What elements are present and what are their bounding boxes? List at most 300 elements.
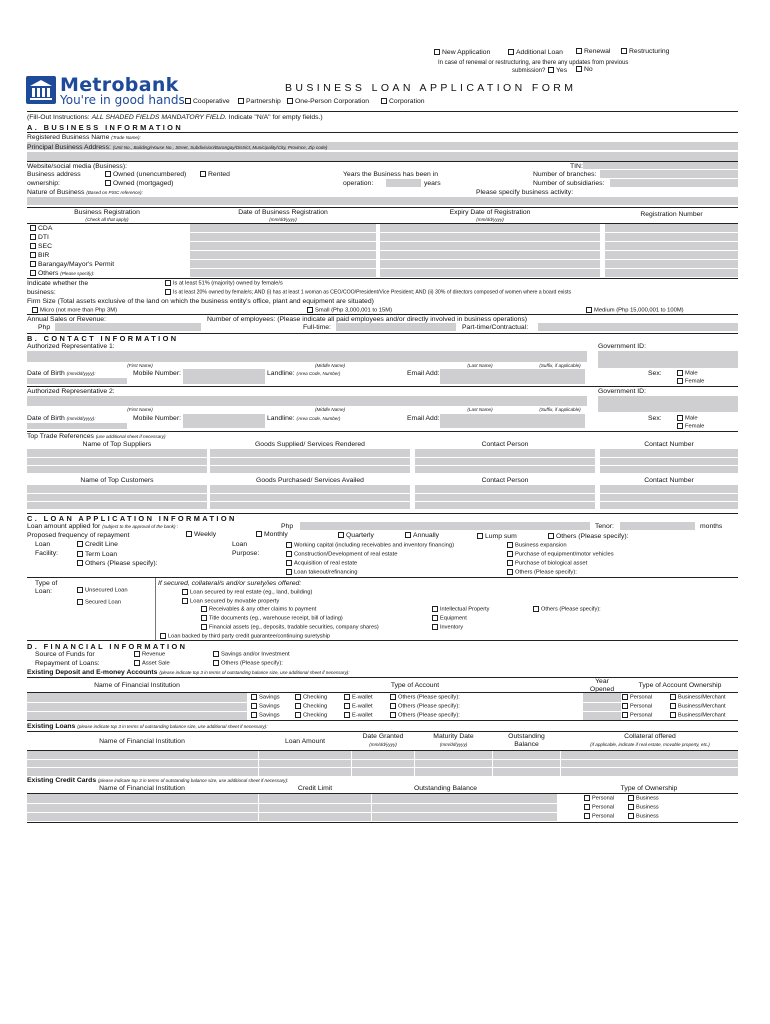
purpose-equipment[interactable]: Purchase of equipment/motor vehicles bbox=[507, 551, 614, 558]
goods-rendered-header: Goods Supplied/ Services Rendered bbox=[255, 441, 365, 448]
checkbox[interactable] bbox=[584, 804, 590, 810]
branches-label: Number of branches: bbox=[533, 171, 597, 178]
tenor-unit: months bbox=[700, 523, 723, 530]
customer-contact-number-header: Contact Number bbox=[644, 477, 694, 484]
section-b-title: B. CONTACT INFORMATION bbox=[27, 334, 179, 343]
acct1-checking[interactable]: Checking bbox=[295, 694, 327, 701]
rep2-dob-field[interactable] bbox=[27, 423, 127, 429]
suffix-caption-2: (Suffix, if applicable) bbox=[539, 407, 581, 412]
source-savings[interactable]: Savings and/or Investment bbox=[213, 651, 290, 658]
owned-mortgaged-option[interactable]: Owned (mortgaged) bbox=[105, 180, 173, 188]
rep1-dob-label: Date of Birth (mm/dd/yyyy): bbox=[27, 370, 96, 377]
acct3-checking[interactable]: Checking bbox=[295, 712, 327, 719]
repayment-frequency-label: Proposed frequency of repayment bbox=[27, 532, 130, 539]
customers-name-fields[interactable] bbox=[27, 485, 207, 509]
checkbox[interactable] bbox=[584, 813, 590, 819]
registered-name-label: Registered Business Name (Trade Name): bbox=[27, 134, 141, 141]
coll-intellectual[interactable]: Intellectual Property bbox=[432, 606, 489, 613]
card-ownership-header: Type of Ownership bbox=[620, 785, 678, 792]
purpose-expansion[interactable]: Business expansion bbox=[507, 542, 567, 549]
fill-out-instructions: (Fill-Out Instructions: ALL SHADED FIELDS MANDATORY FIELD. Indicate "N/A" for empty fields.) bbox=[27, 114, 323, 121]
rep2-male[interactable]: Male bbox=[677, 415, 698, 422]
acct3-ewallet[interactable]: E-wallet bbox=[344, 712, 373, 719]
collateral-offered-header: Collateral offered bbox=[624, 733, 676, 740]
checkbox[interactable] bbox=[32, 307, 38, 313]
checkbox[interactable] bbox=[286, 560, 292, 566]
purpose-others[interactable]: Others (Please specify): bbox=[507, 569, 577, 576]
acct1-ewallet[interactable]: E-wallet bbox=[344, 694, 373, 701]
purpose-refinancing[interactable]: Loan takeout/refinancing bbox=[286, 569, 358, 576]
checkbox[interactable] bbox=[586, 307, 592, 313]
checkbox[interactable] bbox=[507, 569, 513, 575]
branches-field[interactable] bbox=[600, 170, 738, 178]
checkbox[interactable] bbox=[251, 712, 257, 718]
checkbox[interactable] bbox=[628, 813, 634, 819]
rep2-email-field[interactable] bbox=[440, 414, 585, 428]
rep1-gov-id-field[interactable] bbox=[598, 351, 738, 368]
customers-number-fields[interactable] bbox=[600, 485, 738, 509]
checkbox[interactable] bbox=[165, 280, 171, 286]
own3-personal[interactable]: Personal bbox=[622, 712, 652, 719]
last-name-caption-2: (Last Name) bbox=[467, 407, 493, 412]
section-c-title: C. LOAN APPLICATION INFORMATION bbox=[27, 514, 237, 523]
card-balance-header: Outstanding Balance bbox=[413, 785, 478, 792]
expiry-date-format: (mm/dd/yyyy) bbox=[476, 217, 504, 222]
year-opened-fields[interactable] bbox=[583, 693, 621, 720]
registration-date-header: Date of Business Registration bbox=[238, 209, 328, 216]
rep2-mobile-field[interactable] bbox=[183, 414, 265, 428]
acct2-savings[interactable]: Savings bbox=[251, 703, 280, 710]
loan-unsecured[interactable]: Unsecured Loan bbox=[77, 587, 128, 594]
years-in-business-label: Years the Business has been in bbox=[343, 171, 438, 178]
rep2-sex-label: Sex: bbox=[648, 415, 662, 422]
business-activity-label: Please specify business activity: bbox=[476, 189, 574, 196]
tenor-label: Tenor: bbox=[595, 523, 614, 530]
checkbox[interactable] bbox=[134, 660, 140, 666]
loan-amount-field[interactable] bbox=[300, 522, 590, 530]
checkbox[interactable] bbox=[622, 712, 628, 718]
nature-label: Nature of Business (Based on PSIC reference): bbox=[27, 189, 143, 196]
middle-name-caption-2: (Middle Name) bbox=[314, 407, 346, 412]
acct2-checking[interactable]: Checking bbox=[295, 703, 327, 710]
checkbox[interactable] bbox=[30, 225, 36, 231]
collateral-offered-hint: (if applicable, indicate if real estate, movable property, etc.) bbox=[590, 742, 710, 747]
rep2-gov-id-field[interactable] bbox=[598, 396, 738, 412]
checkbox[interactable] bbox=[622, 703, 628, 709]
years-unit: years bbox=[424, 180, 441, 187]
firm-micro[interactable]: Micro (not more than Php 3M) bbox=[32, 307, 117, 314]
suppliers-goods-fields[interactable] bbox=[210, 449, 410, 473]
checkbox[interactable] bbox=[677, 415, 683, 421]
checkbox[interactable] bbox=[213, 651, 219, 657]
owned-unencumbered-option[interactable]: Owned (unencumbered) bbox=[105, 171, 186, 179]
deposit-institution-header: Name of Financial Institution bbox=[94, 682, 180, 689]
principal-address-field[interactable] bbox=[27, 152, 738, 161]
checkbox[interactable] bbox=[286, 569, 292, 575]
loan-amount-header: Loan Amount bbox=[284, 738, 326, 745]
checkbox[interactable] bbox=[677, 370, 683, 376]
rep1-dob-field[interactable] bbox=[27, 378, 127, 384]
credit-limit-header: Credit Limit bbox=[297, 785, 333, 792]
deposit-institution-fields[interactable] bbox=[27, 693, 247, 720]
firm-medium[interactable]: Medium (Php 15,000,001 to 100M) bbox=[586, 307, 684, 314]
reg-others[interactable]: Others (Please specify): bbox=[30, 270, 94, 278]
year-opened-header: Year bbox=[595, 678, 609, 685]
loan-amount-currency: Php bbox=[281, 523, 294, 530]
purpose-acquisition[interactable]: Acquisition of real estate bbox=[286, 560, 357, 567]
business-address-label: Business address bbox=[27, 171, 81, 178]
renewal-note: In case of renewal or restructuring, are there any updates from previous bbox=[438, 60, 629, 66]
freq-others[interactable]: Others (Please specify): bbox=[548, 533, 629, 541]
rep2-female[interactable]: Female bbox=[677, 423, 704, 430]
logo-tagline: You're in good hands bbox=[60, 93, 185, 107]
checkbox[interactable] bbox=[507, 551, 513, 557]
purpose-biological[interactable]: Purchase of biological asset bbox=[507, 560, 587, 567]
checkbox[interactable] bbox=[344, 703, 350, 709]
freq-weekly[interactable]: Weekly bbox=[186, 531, 216, 539]
freq-lump-sum[interactable]: Lump sum bbox=[477, 533, 517, 541]
maturity-date-header: Maturity Date bbox=[433, 733, 474, 740]
suppliers-contact-fields[interactable] bbox=[415, 449, 595, 473]
freq-annually[interactable]: Annually bbox=[405, 532, 439, 540]
loan-type-label-2: Loan: bbox=[35, 588, 53, 595]
checkbox[interactable] bbox=[77, 599, 83, 605]
new-application-option[interactable]: New Application bbox=[434, 49, 490, 57]
coll-equipment[interactable]: Equipment bbox=[432, 615, 467, 622]
checkbox[interactable] bbox=[165, 289, 171, 295]
source-funds-label-2: Repayment of Loans: bbox=[35, 660, 100, 667]
women-owned-opt2[interactable]: Is at least 20% owned by female/s; AND (i) has at least 1 woman as CEO/COO/President/Vice President; AND (ii) 30% of directors composed of women where a board exists bbox=[165, 289, 571, 296]
expiry-date-header: Expiry Date of Registration bbox=[449, 209, 531, 216]
registration-date-format: (mm/dd/yyyy) bbox=[269, 217, 297, 222]
source-revenue[interactable]: Revenue bbox=[134, 651, 165, 658]
rep1-name-field[interactable] bbox=[27, 351, 587, 362]
checkbox[interactable] bbox=[576, 66, 582, 72]
rep2-dob-label: Date of Birth (mm/dd/yyyy): bbox=[27, 415, 96, 422]
checkbox[interactable] bbox=[30, 270, 36, 276]
auth-rep2-label: Authorized Representative 2: bbox=[27, 388, 115, 395]
tenor-field[interactable] bbox=[620, 522, 695, 530]
checkbox[interactable] bbox=[251, 703, 257, 709]
card2-personal[interactable]: Personal bbox=[584, 804, 614, 811]
checkbox[interactable] bbox=[628, 804, 634, 810]
facility-others[interactable]: Others (Please specify): bbox=[77, 560, 158, 568]
rented-option[interactable]: Rented bbox=[200, 171, 230, 179]
auth-rep1-label: Authorized Representative 1: bbox=[27, 343, 115, 350]
checkbox[interactable] bbox=[295, 712, 301, 718]
checkbox[interactable] bbox=[621, 48, 627, 54]
checkbox[interactable] bbox=[432, 615, 438, 621]
date-granted-header: Date Granted bbox=[362, 733, 404, 740]
last-name-caption: (Last Name) bbox=[467, 363, 493, 368]
annual-sales-field[interactable] bbox=[55, 323, 201, 331]
submission-question: submission? bbox=[512, 68, 546, 74]
rep1-landline-label: Landline: (Area Code, Number) bbox=[267, 370, 341, 377]
rep1-email-field[interactable] bbox=[440, 369, 585, 384]
coll-receivables[interactable]: Receivables & any other claims to payment bbox=[201, 606, 316, 613]
checkbox[interactable] bbox=[584, 795, 590, 801]
checkbox[interactable] bbox=[434, 49, 440, 55]
checkbox[interactable] bbox=[286, 551, 292, 557]
checkbox[interactable] bbox=[390, 712, 396, 718]
employees-label: Number of employees: (Please indicate all paid employees and/or directly involved in business operations) bbox=[207, 316, 528, 323]
rep2-landline-label: Landline: (Area Code, Number) bbox=[267, 415, 341, 422]
firm-small[interactable]: Small (Php 3,000,001 to 15M) bbox=[307, 307, 392, 314]
checkbox[interactable] bbox=[576, 48, 582, 54]
supplier-contact-number-header: Contact Number bbox=[644, 441, 694, 448]
checkbox[interactable] bbox=[213, 660, 219, 666]
account-ownership-header: Type of Account Ownership bbox=[638, 682, 722, 689]
checkbox[interactable] bbox=[105, 171, 111, 177]
loan-purpose-label: Loan bbox=[232, 541, 248, 548]
checkbox[interactable] bbox=[256, 531, 262, 537]
credit-card-fields[interactable] bbox=[27, 794, 557, 821]
checkbox[interactable] bbox=[670, 703, 676, 709]
gov-id-label-2: Government ID: bbox=[598, 388, 646, 395]
top-suppliers-header: Name of Top Suppliers bbox=[82, 441, 152, 448]
rep1-mobile-field[interactable] bbox=[183, 369, 265, 384]
checkbox[interactable] bbox=[405, 532, 411, 538]
checkbox[interactable] bbox=[30, 252, 36, 258]
supplier-contact-person-header: Contact Person bbox=[481, 441, 529, 448]
women-owned-opt1[interactable]: Is at least 51% (majority) owned by female/s bbox=[165, 280, 283, 287]
suppliers-number-fields[interactable] bbox=[600, 449, 738, 473]
loan-facility-label-2: Facility: bbox=[35, 550, 59, 557]
rep1-female[interactable]: Female bbox=[677, 378, 704, 385]
women-owned-question: Indicate whether the bbox=[27, 280, 89, 287]
checkbox[interactable] bbox=[338, 532, 344, 538]
freq-quarterly[interactable]: Quarterly bbox=[338, 532, 374, 540]
own3-business[interactable]: Business/Merchant bbox=[670, 712, 726, 719]
full-time-label: Full-time: bbox=[303, 324, 331, 331]
checkbox[interactable] bbox=[77, 560, 83, 566]
checkbox[interactable] bbox=[200, 171, 206, 177]
checkbox[interactable] bbox=[670, 712, 676, 718]
checkbox[interactable] bbox=[201, 615, 207, 621]
own2-personal[interactable]: Personal bbox=[622, 703, 652, 710]
coll-title-docs[interactable]: Title documents (eg., warehouse receipt, bill of lading) bbox=[201, 615, 343, 622]
reg-sec[interactable]: SEC bbox=[30, 243, 52, 251]
goods-availed-header: Goods Purchased/ Services Availed bbox=[256, 477, 364, 484]
ownership-label: ownership: bbox=[27, 180, 60, 187]
checkbox[interactable] bbox=[677, 378, 683, 384]
part-time-field[interactable] bbox=[538, 323, 738, 331]
source-others[interactable]: Others (Please specify): bbox=[213, 660, 283, 667]
additional-loan-option[interactable]: Additional Loan bbox=[508, 49, 563, 57]
nature-field[interactable] bbox=[27, 197, 738, 205]
checkbox[interactable] bbox=[186, 531, 192, 537]
renewal-option[interactable]: Renewal bbox=[576, 48, 610, 56]
updates-no[interactable]: No bbox=[576, 66, 593, 74]
checkbox[interactable] bbox=[507, 560, 513, 566]
acct3-savings[interactable]: Savings bbox=[251, 712, 280, 719]
card3-personal[interactable]: Personal bbox=[584, 813, 614, 820]
updates-yes[interactable]: Yes bbox=[548, 67, 567, 75]
loan-purpose-label-2: Purpose: bbox=[232, 550, 260, 557]
check-all-hint: (Check all that apply) bbox=[85, 217, 129, 222]
checkbox[interactable] bbox=[287, 98, 293, 104]
website-label: Website/social media (Business): bbox=[27, 163, 127, 170]
checkbox[interactable] bbox=[160, 633, 166, 639]
checkbox[interactable] bbox=[533, 606, 539, 612]
rep1-mobile-label: Mobile Number: bbox=[133, 370, 181, 377]
checkbox[interactable] bbox=[238, 98, 244, 104]
facility-term-loan[interactable]: Term Loan bbox=[77, 551, 117, 559]
coll-inventory[interactable]: Inventory bbox=[432, 624, 463, 631]
acct2-ewallet[interactable]: E-wallet bbox=[344, 703, 373, 710]
deposits-label: Existing Deposit and E-money Accounts (please indicate top 3 in terms of outstanding balance size, use additional sheet if necessary): bbox=[27, 669, 350, 676]
reg-dti[interactable]: DTI bbox=[30, 234, 49, 242]
customers-goods-fields[interactable] bbox=[210, 485, 410, 509]
principal-address-label: Principal Business Address: (Unit No., Building/House No., Street, Subdivision/Barangay/District, Municipality/City, Province, Zip code) bbox=[27, 144, 328, 151]
checkbox[interactable] bbox=[628, 795, 634, 801]
registration-number-header: Registration Number bbox=[640, 211, 703, 218]
maturity-date-format: (mm/dd/yyyy) bbox=[439, 742, 468, 747]
logo-name: Metrobank bbox=[60, 74, 179, 96]
checkbox[interactable] bbox=[30, 243, 36, 249]
checkbox[interactable] bbox=[677, 423, 683, 429]
checkbox[interactable] bbox=[134, 651, 140, 657]
freq-monthly[interactable]: Monthly bbox=[256, 531, 288, 539]
own1-business[interactable]: Business/Merchant bbox=[670, 694, 726, 701]
section-d-title: D. FINANCIAL INFORMATION bbox=[27, 642, 188, 651]
checkbox[interactable] bbox=[182, 589, 188, 595]
collateral-header: If secured, collateral/s and/or surety/ies offered: bbox=[158, 580, 302, 587]
checkbox[interactable] bbox=[670, 694, 676, 700]
form-title: BUSINESS LOAN APPLICATION FORM bbox=[285, 82, 577, 94]
checkbox[interactable] bbox=[432, 606, 438, 612]
women-owned-question-2: business: bbox=[27, 289, 56, 296]
business-registration-header: Business Registration bbox=[74, 209, 140, 216]
card2-business[interactable]: Business bbox=[628, 804, 659, 811]
cooperative-option[interactable]: Cooperative bbox=[185, 98, 230, 106]
checkbox[interactable] bbox=[307, 307, 313, 313]
date-granted-format: (mm/dd/yyyy) bbox=[369, 742, 397, 747]
suffix-caption: (Suffix, if applicable) bbox=[539, 363, 581, 368]
source-asset-sale[interactable]: Asset Sale bbox=[134, 660, 170, 667]
card-institution-header: Name of Financial Institution bbox=[99, 785, 185, 792]
credit-cards-label: Existing Credit Cards (please indicate top 3 in terms of outstanding balance size, use additional sheet if necessary): bbox=[27, 777, 289, 784]
loan-type-label: Type of bbox=[35, 580, 58, 587]
top-customers-header: Name of Top Customers bbox=[80, 477, 154, 484]
checkbox[interactable] bbox=[548, 533, 554, 539]
rep2-email-label: Email Add: bbox=[407, 415, 440, 422]
purpose-construction[interactable]: Construction/Development of real estate bbox=[286, 551, 397, 558]
checkbox[interactable] bbox=[30, 261, 36, 267]
checkbox[interactable] bbox=[477, 533, 483, 539]
loans-label: Existing Loans (please indicate top 3 in terms of outstanding balance size, use additional sheet if necessary): bbox=[27, 723, 268, 730]
coll-guarantee[interactable]: Loan backed by third party credit guarantee/continuing suretyship bbox=[160, 633, 330, 640]
own2-business[interactable]: Business/Merchant bbox=[670, 703, 726, 710]
checkbox[interactable] bbox=[344, 694, 350, 700]
checkbox[interactable] bbox=[548, 67, 554, 73]
trade-refs-label: Top Trade References (use additional sheet if necessary) bbox=[27, 433, 166, 440]
checkbox[interactable] bbox=[201, 606, 207, 612]
opc-option[interactable]: One-Person Corporation bbox=[287, 98, 369, 106]
outstanding-header: Outstanding bbox=[508, 733, 545, 740]
checkbox[interactable] bbox=[622, 694, 628, 700]
restructuring-option[interactable]: Restructuring bbox=[621, 48, 669, 56]
loan-amount-label: Loan amount applied for (subject to the approval of the bank) : bbox=[27, 523, 179, 530]
checkbox[interactable] bbox=[77, 551, 83, 557]
facility-credit-line[interactable]: Credit Line bbox=[77, 541, 118, 549]
checkbox[interactable] bbox=[390, 703, 396, 709]
type-account-header: Type of Account bbox=[390, 682, 440, 689]
partnership-option[interactable]: Partnership bbox=[238, 98, 281, 106]
operation-label: operation: bbox=[343, 180, 374, 187]
checkbox[interactable] bbox=[381, 98, 387, 104]
checkbox[interactable] bbox=[286, 542, 292, 548]
first-name-caption: (First Name) bbox=[127, 363, 153, 368]
checkbox[interactable] bbox=[77, 587, 83, 593]
checkbox[interactable] bbox=[185, 98, 191, 104]
rep2-name-field[interactable] bbox=[27, 396, 587, 406]
reg-bir[interactable]: BIR bbox=[30, 252, 49, 260]
customers-contact-fields[interactable] bbox=[415, 485, 595, 509]
checkbox[interactable] bbox=[182, 598, 188, 604]
loan-secured[interactable]: Secured Loan bbox=[77, 599, 121, 606]
coll-others[interactable]: Others (Please specify): bbox=[533, 606, 601, 613]
rep1-male[interactable]: Male bbox=[677, 370, 698, 377]
purpose-working-capital[interactable]: Working capital (including receivables and inventory financing) bbox=[286, 542, 454, 549]
reg-barangay[interactable]: Barangay/Mayor's Permit bbox=[30, 261, 114, 269]
card1-business[interactable]: Business bbox=[628, 795, 659, 802]
outstanding-header-2: Balance bbox=[514, 741, 539, 748]
checkbox[interactable] bbox=[508, 49, 514, 55]
tin-field[interactable] bbox=[583, 162, 738, 169]
checkbox[interactable] bbox=[77, 541, 83, 547]
coll-movable[interactable]: Loan secured by movable property bbox=[182, 598, 279, 605]
checkbox[interactable] bbox=[507, 542, 513, 548]
rep1-sex-label: Sex: bbox=[648, 370, 662, 377]
checkbox[interactable] bbox=[251, 694, 257, 700]
card1-personal[interactable]: Personal bbox=[584, 795, 614, 802]
subsidiaries-field[interactable] bbox=[610, 179, 738, 187]
coll-financial-assets[interactable]: Financial assets (eg., deposits, tradable securities, company shares) bbox=[201, 624, 379, 631]
subsidiaries-label: Number of subsidiaries: bbox=[533, 180, 605, 187]
coll-real-estate[interactable]: Loan secured by real estate (eg., land, building) bbox=[182, 589, 312, 596]
checkbox[interactable] bbox=[105, 180, 111, 186]
checkbox[interactable] bbox=[30, 234, 36, 240]
checkbox[interactable] bbox=[201, 624, 207, 630]
acct1-others[interactable]: Others (Please specify): bbox=[390, 694, 460, 701]
acct2-others[interactable]: Others (Please specify): bbox=[390, 703, 460, 710]
checkbox[interactable] bbox=[295, 694, 301, 700]
own1-personal[interactable]: Personal bbox=[622, 694, 652, 701]
suppliers-name-fields[interactable] bbox=[27, 449, 207, 473]
acct1-savings[interactable]: Savings bbox=[251, 694, 280, 701]
section-a-title: A. BUSINESS INFORMATION bbox=[27, 123, 184, 132]
corporation-option[interactable]: Corporation bbox=[381, 98, 425, 106]
checkbox[interactable] bbox=[344, 712, 350, 718]
full-time-field[interactable] bbox=[336, 323, 456, 331]
existing-loans-fields[interactable] bbox=[27, 751, 738, 776]
card3-business[interactable]: Business bbox=[628, 813, 659, 820]
part-time-label: Part-time/Contractual: bbox=[462, 324, 529, 331]
checkbox[interactable] bbox=[432, 624, 438, 630]
reg-cda[interactable]: CDA bbox=[30, 225, 52, 233]
acct3-others[interactable]: Others (Please specify): bbox=[390, 712, 460, 719]
gov-id-label-1: Government ID: bbox=[598, 343, 646, 350]
annual-sales-currency: Php bbox=[38, 324, 51, 331]
checkbox[interactable] bbox=[390, 694, 396, 700]
loan-institution-header: Name of Financial Institution bbox=[99, 738, 185, 745]
first-name-caption-2: (First Name) bbox=[127, 407, 153, 412]
metrobank-logo-icon bbox=[26, 76, 56, 104]
checkbox[interactable] bbox=[295, 703, 301, 709]
years-field[interactable] bbox=[386, 179, 421, 187]
year-opened-header-2: Opened bbox=[589, 686, 615, 693]
